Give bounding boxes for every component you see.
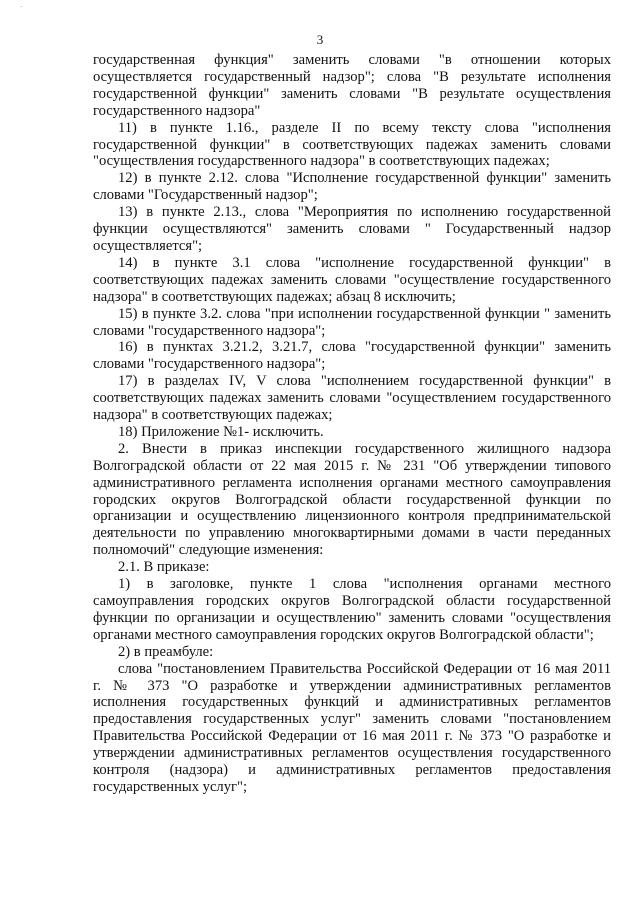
paragraph: 2.1. В приказе:: [118, 559, 210, 576]
paragraph: 18) Приложение №1- исключить.: [118, 423, 324, 440]
paragraph: 2. Внести в приказ инспекции государственного жилищного надзора Волгоградской области от 22 мая 2015 г. № 231 "Об утверждении типового административного регламента исполнения органами местного самоуправления городских округов Волгоградской области государственной функции по организации и осуществлению лицензионного контроля предпринимательской деятельности по управлению многоквартирными домами в части переданных полномочий" следующие изменения:: [93, 440, 611, 559]
paragraph: слова "постановлением Правительства Российской Федерации от 16 мая 2011 г. № 373 "О разработке и утверждении административных регламентов исполнения государственных функций и административных регламентов предоставления государственных услуг" заменить словами "постановлением Правительства Российской Федерации от 16 мая 2011 г. № 373 "О разработке и утверждении административных регламентов осуществления государственного контроля (надзора) и административных регламентов предоставления государственных услуг";: [93, 660, 611, 795]
page-number: 3: [316, 32, 324, 47]
paragraph: 2) в преамбуле:: [118, 643, 214, 660]
paragraph: 12) в пункте 2.12. слова "Исполнение государственной функции" заменить словами "Государственный надзор";: [93, 170, 611, 204]
paragraph: 14) в пункте 3.1 слова "исполнение государственной функции" в соответствующих падежах заменить словами "осуществление государственного надзора" в соответствующих падежах; абзац 8 исключить;: [93, 254, 611, 305]
paragraph: 11) в пункте 1.16., разделе II по всему тексту слова "исполнения государственной функции" в соответствующих падежах заменить словами "осуществления государственного надзора" в соответствующих падежах;: [93, 119, 611, 170]
paragraph: 13) в пункте 2.13., слова "Мероприятия по исполнению государственной функции осуществляются" заменить словами " Государственный надзор осуществляется";: [93, 204, 611, 254]
corner-mark: ·: [20, 3, 23, 11]
paragraph: государственная функция" заменить словами "в отношении которых осуществляется государственный надзор"; слова "В результате исполнения государственной функции" заменить словами "В результате осуществления государственного надзора": [93, 52, 611, 119]
paragraph: 1) в заголовке, пункте 1 слова "исполнения органами местного самоуправления городских округов Волгоградской области государственной функции по организации и осуществлению" заменить словами "осуществления органами местного самоуправления городских округов Волгоградской области";: [93, 576, 611, 643]
paragraph: 16) в пунктах 3.21.2, 3.21.7, слова "государственной функции" заменить словами "государственного надзора";: [93, 339, 611, 373]
paragraph: 15) в пункте 3.2. слова "при исполнении государственной функции " заменить словами "государственного надзора";: [93, 305, 611, 339]
document-body: [93, 52, 611, 796]
paragraph: 17) в разделах IV, V слова "исполнением государственной функции" в соответствующих падежах заменить словами "осуществлением государственного надзора" в соответствующих падежах;: [93, 373, 611, 424]
